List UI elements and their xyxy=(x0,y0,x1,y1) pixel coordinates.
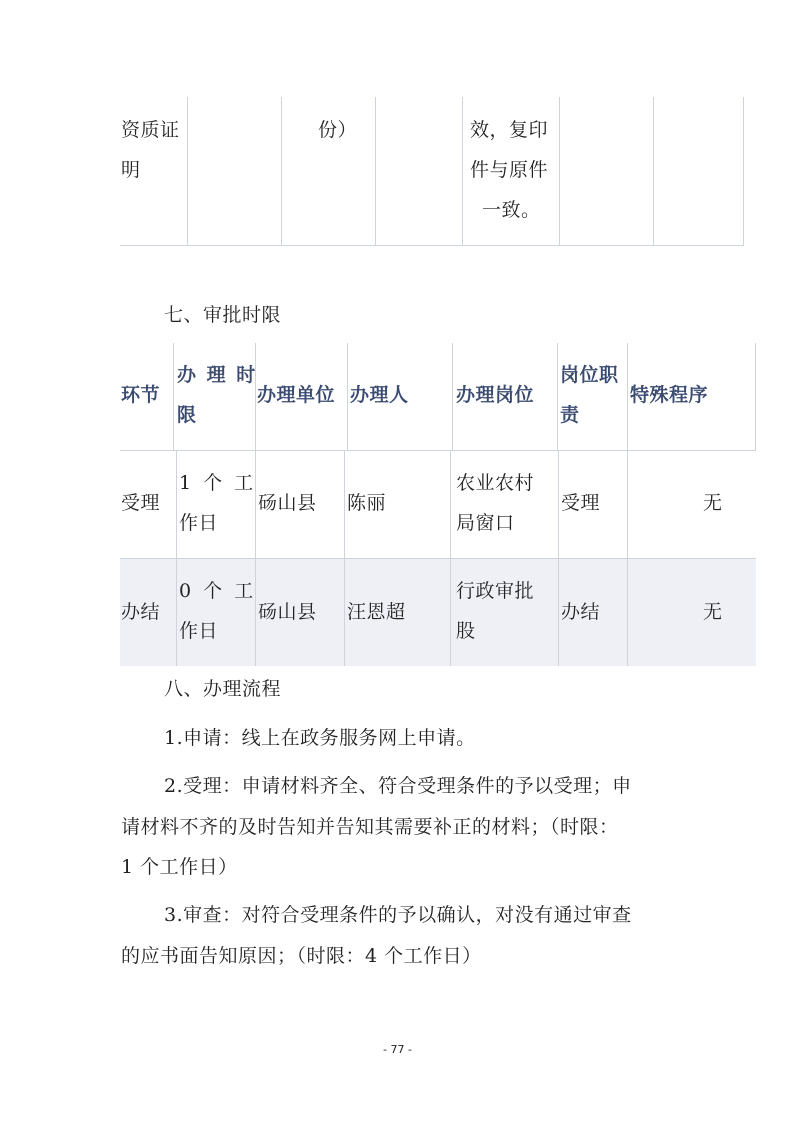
cell-text: 效，复印 xyxy=(470,119,549,141)
cell-time-cont: 作日 xyxy=(179,620,219,642)
cell-text: 资质证 xyxy=(121,119,180,141)
paragraph-cont: 的应书面告知原因；（时限：4 个工作日） xyxy=(121,945,482,967)
cell-text: 一致。 xyxy=(482,199,541,221)
header-special: 特殊程序 xyxy=(630,384,709,406)
cell-post-cont: 局窗口 xyxy=(456,512,515,534)
paragraph: 3.审查：对符合受理条件的予以确认，对没有通过审查 xyxy=(164,904,632,926)
cell-stage: 受理 xyxy=(121,492,161,514)
header-stage: 环节 xyxy=(121,384,161,406)
header-time: 办 理 时 xyxy=(177,364,258,386)
cell-text: 明 xyxy=(121,159,141,181)
section-heading: 八、办理流程 xyxy=(164,678,282,700)
section-heading: 七、审批时限 xyxy=(164,304,282,326)
row-shading xyxy=(120,558,756,666)
header-duty-cont: 责 xyxy=(560,404,580,426)
cell-time: 1 个 工 xyxy=(179,472,257,494)
cell-stage: 办结 xyxy=(121,601,161,623)
cell-time: 0 个 工 xyxy=(179,580,257,602)
cell-text: 份） xyxy=(318,119,358,141)
header-person: 办理人 xyxy=(350,384,409,406)
header-unit: 办理单位 xyxy=(257,384,336,406)
cell-special: 无 xyxy=(703,492,723,514)
cell-unit: 砀山县 xyxy=(258,492,317,514)
cell-person: 陈丽 xyxy=(347,492,387,514)
paragraph: 2.受理：申请材料齐全、符合受理条件的予以受理；申 xyxy=(164,775,632,797)
cell-person: 汪恩超 xyxy=(347,601,406,623)
header-duty: 岗位职 xyxy=(560,364,619,386)
cell-special: 无 xyxy=(703,601,723,623)
cell-post: 行政审批 xyxy=(456,580,535,602)
cell-post: 农业农村 xyxy=(456,472,535,494)
paragraph-cont: 请材料不齐的及时告知并告知其需要补正的材料；（时限： xyxy=(121,816,619,838)
cell-unit: 砀山县 xyxy=(258,601,317,623)
cell-text: 件与原件 xyxy=(470,159,549,181)
header-post: 办理岗位 xyxy=(456,384,535,406)
paragraph-cont: 1 个工作日） xyxy=(121,856,238,878)
cell-time-cont: 作日 xyxy=(179,512,219,534)
cell-duty: 受理 xyxy=(561,492,601,514)
paragraph: 1.申请：线上在政务服务网上申请。 xyxy=(164,727,476,749)
cell-duty: 办结 xyxy=(561,601,601,623)
page-number: - 77 - xyxy=(383,1043,412,1056)
cell-post-cont: 股 xyxy=(456,620,476,642)
header-time-cont: 限 xyxy=(177,404,197,426)
